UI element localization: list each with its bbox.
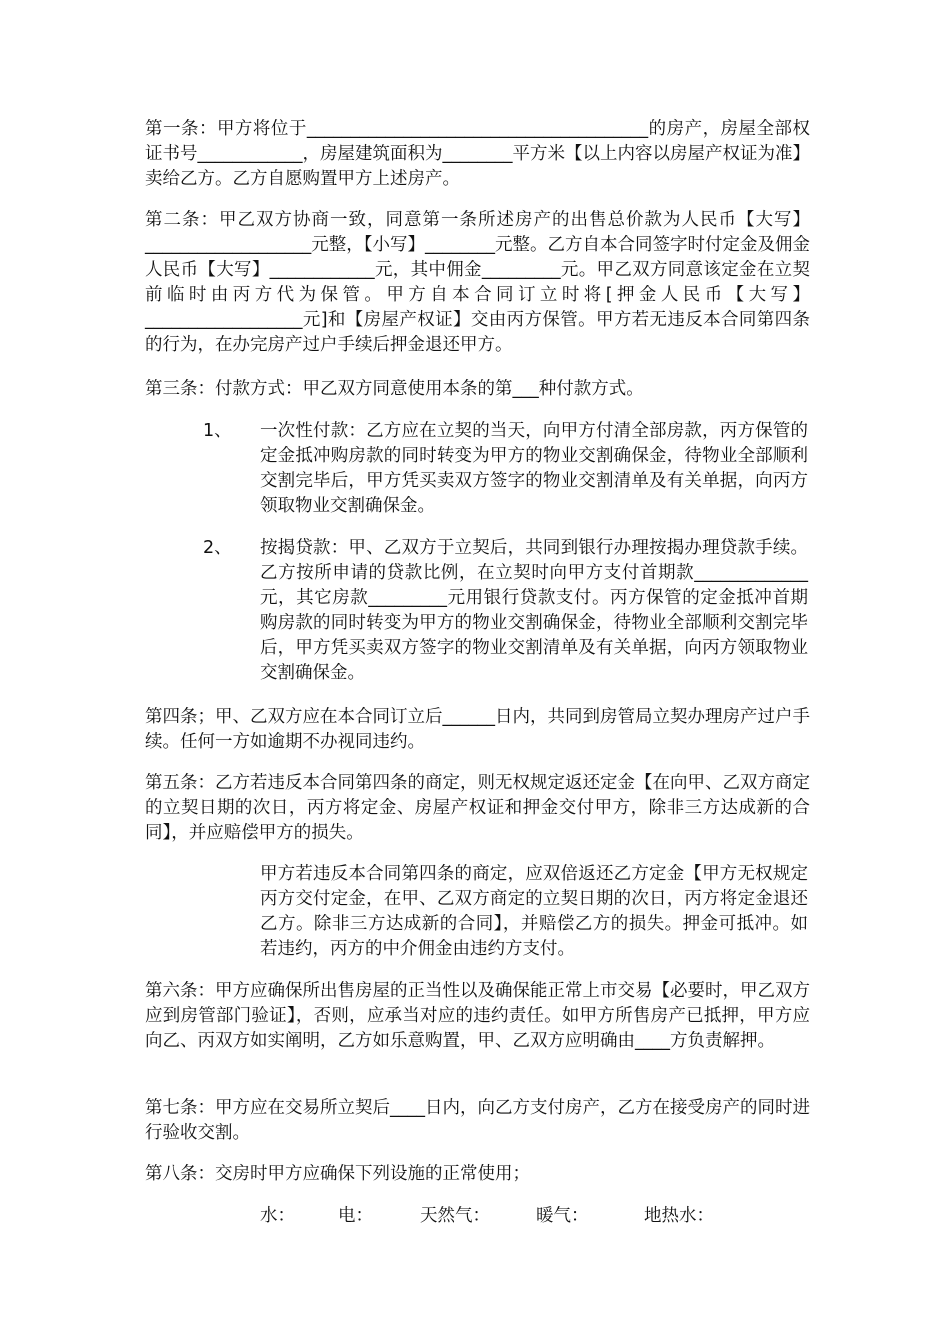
list-item-number-1: 1、 [203,421,232,441]
payment-option-1: 一次性付款：乙方应在立契的当天，向甲方付清全部房款，丙方保管的定金抵冲购房款的同时转变为甲方的物业交割确保金，待物业全部顺利交割完毕后，甲方凭买卖双方签字的物业交割清单及有关单据，向丙方领取物业交割确保金。 [260,421,808,516]
facility-heating: 暖气： [536,1206,589,1226]
article-5-continued: 甲方若违反本合同第四条的商定，应双倍返还乙方定金【甲方无权规定丙方交付定金，在甲、乙双方商定的立契日期的次日，丙方将定金退还乙方。除非三方达成新的合同】，并赔偿乙方的损失。押金可抵冲。如若违约，丙方的中介佣金由违约方支付。 [260,864,808,959]
payment-option-2: 按揭贷款：甲、乙双方于立契后，共同到银行办理按揭办理贷款手续。乙方按所申请的贷款比例，在立契时向甲方支付首期款_____________元，其它房款_________元用银行贷款支付。丙方保管的定金抵冲首期购房款的同时转变为甲方的物业交割确保金，待物业全部顺利交割完毕后，甲方凭买卖双方签字的物业交割清单及有关单据，向丙方领取物业交割确保金。 [260,538,808,683]
article-7: 第七条：甲方应在交易所立契后____日内，向乙方支付房产，乙方在接受房产的同时进行验收交割。 [145,1098,810,1143]
facility-electricity: 电： [338,1206,373,1226]
article-4: 第四条；甲、乙双方应在本合同订立后______日内，共同到房管局立契办理房产过户手续。任何一方如逾期不办视同违约。 [145,707,810,752]
article-8: 第八条：交房时甲方应确保下列设施的正常使用； [145,1164,530,1184]
article-3: 第三条：付款方式：甲乙双方同意使用本条的第___种付款方式。 [145,379,644,399]
facility-water: 水： [260,1206,295,1226]
facility-geothermal-water: 地热水： [644,1206,714,1226]
article-6: 第六条：甲方应确保所出售房屋的正当性以及确保能正常上市交易【必要时，甲乙双方应到房管部门验证】，否则，应承当对应的违约责任。如甲方所售房产已抵押，甲方应向乙、丙双方如实阐明，乙方如乐意购置，甲、乙双方应明确由____方负责解押。 [145,981,810,1051]
facility-gas: 天然气： [420,1206,490,1226]
article-5: 第五条：乙方若违反本合同第四条的商定，则无权规定返还定金【在向甲、乙双方商定的立契日期的次日，丙方将定金、房屋产权证和押金交付甲方，除非三方达成新的合同】，并应赔偿甲方的损失。 [145,773,810,843]
article-1: 第一条：甲方将位于_______________________________________的房产，房屋全部权证书号____________，房屋建筑面积为________平方米【以上内容以房屋产权证为准】卖给乙方。乙方自愿购置甲方上述房产。 [145,119,810,189]
article-2: 第二条：甲乙双方协商一致，同意第一条所述房产的出售总价款为人民币【大写】___________________元整，【小写】________元整。乙方自本合同签字时付定金及佣金人民币【大写】____________元，其中佣金_________元。甲乙双方同意该定金在立契前临时由丙方代为保管。甲方自本合同订立时将[押金人民币【大写】__________________元]和【房屋产权证】交由丙方保管。甲方若无违反本合同第四条的行为，在办完房产过户手续后押金退还甲方。 [145,210,810,355]
list-item-number-2: 2、 [203,538,232,558]
